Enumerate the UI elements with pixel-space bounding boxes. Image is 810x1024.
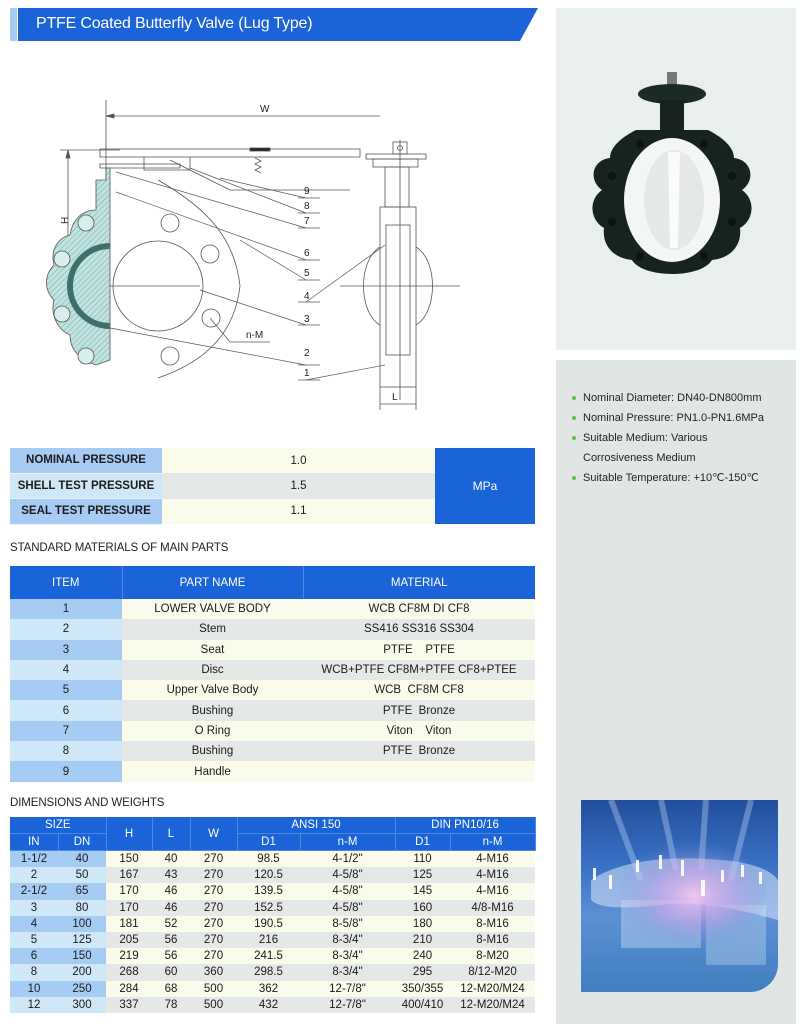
dim-cell-ansi-nm: 8-5/8" [300,916,395,932]
dim-cell-dn: 100 [58,916,106,932]
dim-cell-l: 46 [152,883,190,899]
pressure-label: SEAL TEST PRESSURE [10,499,162,525]
pressure-label: SHELL TEST PRESSURE [10,473,162,499]
svg-text:7: 7 [304,216,310,227]
pressure-table [10,448,535,525]
dim-cell-ansi-nm: 12-7/8" [300,981,395,997]
dim-cell-w: 270 [190,900,237,916]
dim-cell-ansi-nm: 4-5/8" [300,900,395,916]
dim-cell-in: 2-1/2 [10,883,58,899]
dim-cell-in: 10 [10,981,58,997]
item-number: 7 [10,721,122,741]
dim-cell-h: 219 [106,948,152,964]
table-row [10,761,535,781]
dim-cell-w: 500 [190,997,237,1013]
butterfly-valve-photo-icon [556,8,796,350]
svg-text:5: 5 [304,268,310,279]
table-row [10,948,535,964]
dim-cell-w: 270 [190,883,237,899]
pressure-unit: MPa [435,448,535,524]
item-number: 2 [10,619,122,639]
spec-list [570,388,795,488]
dim-label-w: W [260,104,270,115]
bullet-icon [572,476,576,480]
network-photo [581,800,778,992]
dim-cell-din-nm: 4/8-M16 [450,900,535,916]
table-row [10,721,535,741]
dim-cell-h: 337 [106,997,152,1013]
dim-cell-l: 78 [152,997,190,1013]
table-row [10,900,535,916]
dim-cell-ansi-d1: 298.5 [237,964,300,980]
valve-drawing-icon [40,60,510,430]
dim-cell-ansi-d1: 152.5 [237,900,300,916]
materials-table [10,566,535,782]
dim-cell-din-d1: 295 [395,964,450,980]
title-accent-bar [10,8,17,41]
col-header-h: H [106,817,152,851]
col-header-w: W [190,817,237,851]
part-name: Upper Valve Body [122,680,303,700]
dimensions-header-row-2 [10,834,535,851]
svg-text:L: L [392,392,398,403]
col-header-size: SIZE [10,817,106,834]
svg-text:H: H [60,216,71,224]
dim-cell-din-d1: 180 [395,916,450,932]
part-name: O Ring [122,721,303,741]
dim-cell-in: 2 [10,867,58,883]
dim-cell-ansi-nm: 8-3/4" [300,964,395,980]
dim-cell-in: 3 [10,900,58,916]
dim-cell-din-d1: 145 [395,883,450,899]
dim-cell-w: 270 [190,916,237,932]
dim-cell-din-nm: 8-M20 [450,948,535,964]
dim-cell-h: 181 [106,916,152,932]
dim-cell-ansi-nm: 12-7/8" [300,997,395,1013]
table-row [10,883,535,899]
dimensions-section-title: DIMENSIONS AND WEIGHTS [10,797,165,809]
bullet-icon [572,416,576,420]
svg-text:8: 8 [304,201,310,212]
svg-text:3: 3 [304,314,310,325]
material: Viton Viton [303,721,535,741]
dim-cell-dn: 200 [58,964,106,980]
part-name: LOWER VALVE BODY [122,599,303,619]
dimensions-header-row-1 [10,817,535,834]
dim-cell-h: 268 [106,964,152,980]
col-header-ansi-d1: D1 [237,834,300,851]
dim-cell-ansi-d1: 98.5 [237,851,300,868]
dimensions-body [10,851,535,1013]
dimensions-table [10,817,536,1013]
bullet-icon [572,396,576,400]
dim-cell-in: 5 [10,932,58,948]
dim-cell-ansi-nm: 4-1/2" [300,851,395,868]
dim-cell-h: 284 [106,981,152,997]
table-row [10,741,535,761]
dim-cell-in: 1-1/2 [10,851,58,868]
table-row [10,700,535,720]
item-number: 4 [10,660,122,680]
dim-cell-l: 68 [152,981,190,997]
table-row [10,997,535,1013]
dim-cell-l: 56 [152,948,190,964]
dim-cell-dn: 150 [58,948,106,964]
dim-cell-din-nm: 12-M20/M24 [450,997,535,1013]
global-network-image-icon [581,800,778,992]
table-row [10,599,535,619]
material: PTFE PTFE [303,640,535,660]
dim-cell-dn: 50 [58,867,106,883]
dim-cell-din-d1: 160 [395,900,450,916]
svg-text:1: 1 [304,368,310,379]
col-header-din-d1: D1 [395,834,450,851]
dim-cell-h: 150 [106,851,152,868]
item-number: 1 [10,599,122,619]
table-row [10,916,535,932]
dim-cell-l: 56 [152,932,190,948]
material [303,761,535,781]
material: WCB CF8M CF8 [303,680,535,700]
dim-cell-ansi-nm: 4-5/8" [300,867,395,883]
materials-header-row [10,566,535,599]
dim-cell-dn: 65 [58,883,106,899]
col-header-part-name: PART NAME [122,566,303,599]
item-number: 5 [10,680,122,700]
item-number: 6 [10,700,122,720]
pressure-label: NOMINAL PRESSURE [10,448,162,473]
col-header-ansi: ANSI 150 [237,817,395,834]
dim-cell-ansi-d1: 139.5 [237,883,300,899]
svg-text:6: 6 [304,248,310,259]
item-number: 8 [10,741,122,761]
material: WCB CF8M DI CF8 [303,599,535,619]
dim-cell-din-nm: 4-M16 [450,883,535,899]
table-row [10,981,535,997]
material: PTFE Bronze [303,700,535,720]
dim-cell-ansi-nm: 4-5/8" [300,883,395,899]
pressure-value: 1.5 [162,473,435,499]
dim-cell-din-nm: 8-M16 [450,932,535,948]
dim-cell-ansi-d1: 190.5 [237,916,300,932]
dim-cell-w: 270 [190,948,237,964]
dim-cell-din-nm: 8/12-M20 [450,964,535,980]
dim-cell-in: 4 [10,916,58,932]
col-header-l: L [152,817,190,851]
dim-cell-in: 8 [10,964,58,980]
dim-cell-ansi-d1: 362 [237,981,300,997]
dim-cell-ansi-nm: 8-3/4" [300,932,395,948]
part-name: Bushing [122,741,303,761]
dim-cell-h: 167 [106,867,152,883]
dim-cell-w: 360 [190,964,237,980]
col-header-din: DIN PN10/16 [395,817,535,834]
spec-suitable-medium: Suitable Medium: Various [570,428,795,448]
dim-cell-in: 6 [10,948,58,964]
material: SS416 SS316 SS304 [303,619,535,639]
dim-cell-l: 43 [152,867,190,883]
technical-drawing [40,60,510,430]
spec-suitable-medium-continuation: Corrosiveness Medium [583,452,696,464]
dim-cell-l: 40 [152,851,190,868]
dim-cell-din-nm: 12-M20/M24 [450,981,535,997]
dim-cell-din-d1: 110 [395,851,450,868]
col-header-ansi-nm: n-M [300,834,395,851]
svg-text:4: 4 [304,291,310,302]
product-photo-panel [556,8,796,350]
dim-cell-h: 170 [106,883,152,899]
dim-cell-in: 12 [10,997,58,1013]
spec-nominal-diameter: Nominal Diameter: DN40-DN800mm [570,388,795,408]
dim-cell-din-d1: 400/410 [395,997,450,1013]
dim-cell-ansi-d1: 432 [237,997,300,1013]
dim-cell-din-d1: 240 [395,948,450,964]
col-header-material: MATERIAL [303,566,535,599]
dim-cell-din-nm: 4-M16 [450,867,535,883]
pressure-value: 1.1 [162,499,435,525]
dim-cell-dn: 250 [58,981,106,997]
table-row [10,660,535,680]
table-row [10,851,535,868]
part-name: Stem [122,619,303,639]
dim-cell-din-d1: 210 [395,932,450,948]
dim-cell-w: 270 [190,851,237,868]
materials-section-title: STANDARD MATERIALS OF MAIN PARTS [10,542,229,554]
svg-text:9: 9 [304,186,310,197]
dim-cell-dn: 300 [58,997,106,1013]
dim-cell-ansi-nm: 8-3/4" [300,948,395,964]
pressure-row [10,448,535,473]
table-row [10,964,535,980]
col-header-in: IN [10,834,58,851]
dim-cell-w: 270 [190,932,237,948]
col-header-dn: DN [58,834,106,851]
dim-cell-din-d1: 125 [395,867,450,883]
dim-cell-l: 60 [152,964,190,980]
item-number: 9 [10,761,122,781]
dim-cell-din-d1: 350/355 [395,981,450,997]
page-title: PTFE Coated Butterfly Valve (Lug Type) [36,15,313,32]
dim-cell-din-nm: 4-M16 [450,851,535,868]
part-name: Bushing [122,700,303,720]
svg-text:2: 2 [304,348,310,359]
col-header-din-nm: n-M [450,834,535,851]
table-row [10,640,535,660]
material: WCB+PTFE CF8M+PTFE CF8+PTEE [303,660,535,680]
dim-cell-dn: 80 [58,900,106,916]
dim-cell-dn: 40 [58,851,106,868]
item-number: 3 [10,640,122,660]
dim-cell-w: 500 [190,981,237,997]
svg-text:n-M: n-M [246,330,264,341]
spec-suitable-temperature: Suitable Temperature: +10℃-150℃ [570,468,795,488]
dim-cell-dn: 125 [58,932,106,948]
part-name: Seat [122,640,303,660]
col-header-item: ITEM [10,566,122,599]
pressure-value: 1.0 [162,448,435,473]
dim-cell-din-nm: 8-M16 [450,916,535,932]
dim-cell-ansi-d1: 241.5 [237,948,300,964]
part-name: Handle [122,761,303,781]
dim-cell-ansi-d1: 120.5 [237,867,300,883]
part-name: Disc [122,660,303,680]
dim-cell-h: 205 [106,932,152,948]
table-row [10,867,535,883]
table-row [10,932,535,948]
dim-cell-l: 46 [152,900,190,916]
spec-nominal-pressure: Nominal Pressure: PN1.0-PN1.6MPa [570,408,795,428]
bullet-icon [572,436,576,440]
table-row [10,619,535,639]
dim-cell-ansi-d1: 216 [237,932,300,948]
dim-cell-h: 170 [106,900,152,916]
table-row [10,680,535,700]
dim-cell-w: 270 [190,867,237,883]
material: PTFE Bronze [303,741,535,761]
dim-cell-l: 52 [152,916,190,932]
